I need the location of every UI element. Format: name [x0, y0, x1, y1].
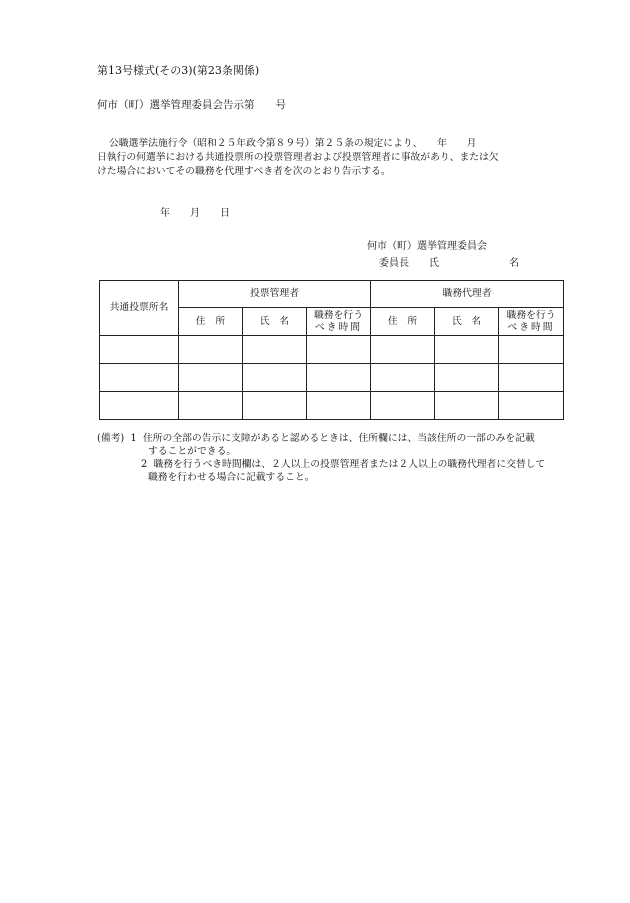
manager-hours-line2: べき時間 [314, 321, 363, 333]
body-line-1: 公職選挙法施行令（昭和２５年政令第８９号）第２５条の規定により、 年 月 [109, 138, 477, 149]
table-cell[interactable] [307, 336, 371, 364]
table-cell[interactable] [100, 392, 179, 420]
body-line-2: 日執行の何選挙における共通投票所の投票管理者および投票管理者に事故があり、または欠 [97, 152, 499, 163]
table-row [100, 392, 564, 420]
note-1-text-line2: することができる。 [148, 446, 237, 457]
table-cell[interactable] [435, 364, 499, 392]
table-cell[interactable] [100, 364, 179, 392]
deputy-hours-line2: べき時間 [507, 321, 555, 333]
deputy-address-header: 住 所 [371, 308, 435, 336]
deputy-hours-header [499, 308, 564, 336]
table-cell[interactable] [307, 392, 371, 420]
table-cell[interactable] [243, 336, 307, 364]
table-cell[interactable] [243, 364, 307, 392]
deputy-hours-line1: 職務を行う [506, 309, 556, 321]
note-1-number: 1 [130, 433, 137, 444]
table-cell[interactable] [307, 364, 371, 392]
issuer-name: 何市（町）選挙管理委員会 [367, 241, 487, 252]
note-1 [97, 432, 545, 445]
venue-header: 共通投票所名 [100, 281, 179, 336]
note-2-number: 2 [141, 459, 148, 470]
agent-table [99, 280, 564, 420]
table-cell[interactable] [371, 336, 435, 364]
date-line: 年 月 日 [160, 208, 230, 219]
table-cell[interactable] [179, 336, 243, 364]
note-2-text-line2: 職務を行わせる場合に記載すること。 [148, 472, 315, 483]
table-cell[interactable] [499, 336, 564, 364]
note-2-text-line1: 職務を行うべき時間欄は、２人以上の投票管理者または２人以上の職務代理者に交替して [153, 459, 546, 470]
remarks-label: (備考) [97, 433, 125, 444]
note-1-text-line1: 住所の全部の告示に支障があると認めるときは、住所欄には、当該住所の一部のみを記載 [142, 433, 535, 444]
table-cell[interactable] [179, 364, 243, 392]
body-line-3: けた場合においてその職務を代理すべき者を次のとおり告示する。 [97, 166, 391, 177]
table-row [100, 336, 564, 364]
manager-hours-line1: 職務を行う [314, 309, 363, 321]
table-cell[interactable] [435, 336, 499, 364]
table-cell[interactable] [371, 364, 435, 392]
table-cell[interactable] [499, 364, 564, 392]
table-cell[interactable] [100, 336, 179, 364]
deputy-group-header: 職務代理者 [371, 281, 564, 308]
table-row [100, 364, 564, 392]
notice-body [97, 137, 567, 179]
chair-signature-line: 委員長 氏 名 [379, 258, 519, 269]
notice-title: 何市（町）選挙管理委員会告示第 号 [97, 99, 286, 111]
table-cell[interactable] [243, 392, 307, 420]
table-cell[interactable] [499, 392, 564, 420]
table-cell[interactable] [371, 392, 435, 420]
form-number-title: 第13号様式(その3)(第23条関係) [97, 64, 260, 77]
manager-group-header: 投票管理者 [179, 281, 371, 308]
table-cell[interactable] [435, 392, 499, 420]
deputy-name-header: 氏 名 [435, 308, 499, 336]
manager-name-header: 氏 名 [243, 308, 307, 336]
table-cell[interactable] [179, 392, 243, 420]
note-2 [97, 458, 545, 471]
manager-address-header: 住 所 [179, 308, 243, 336]
remarks-section [97, 432, 545, 484]
manager-hours-header [307, 308, 371, 336]
